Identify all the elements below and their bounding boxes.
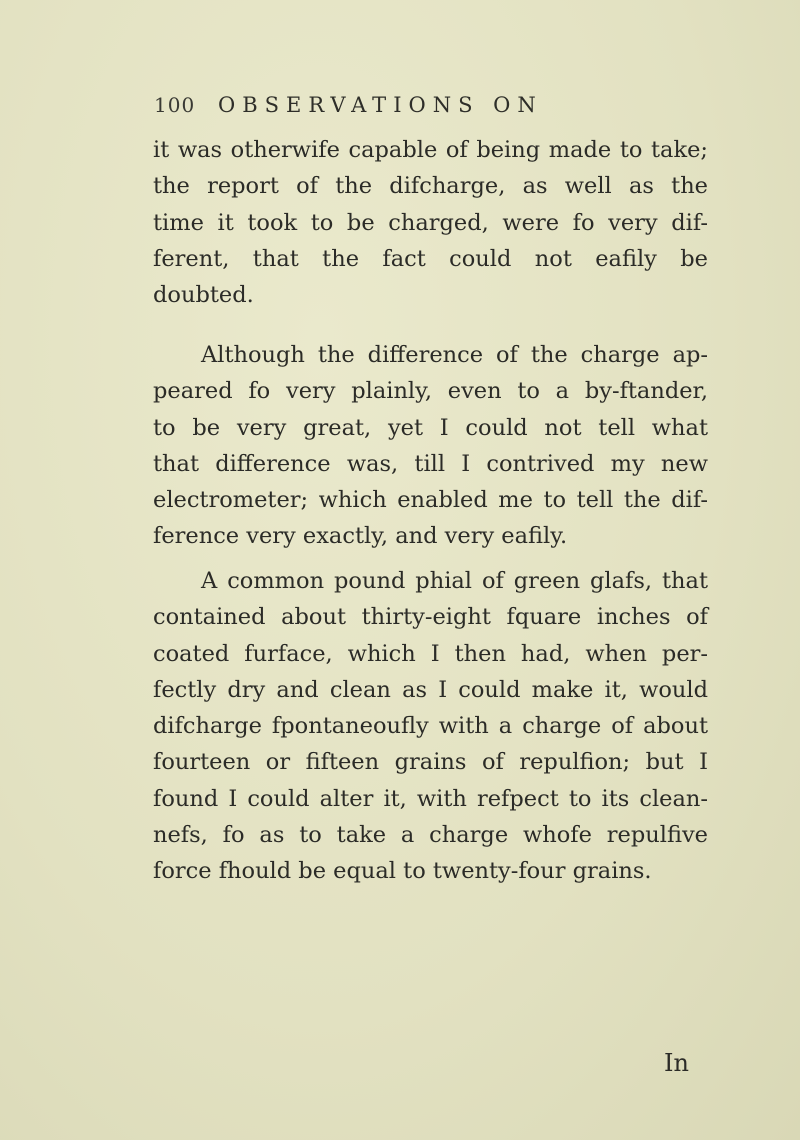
text-line: ference very exactly, and very eafily.	[153, 523, 568, 550]
text-line: peared fo very plainly, even to a by-ftander,	[153, 378, 708, 405]
page-number: 100	[154, 93, 196, 117]
text-line: ferent, that the fact could not eafily be	[153, 245, 708, 272]
text-line: time it took to be charged, were fo very dif-	[153, 209, 708, 236]
paragraph-2	[153, 337, 708, 555]
text-line: nefs, fo as to take a charge whofe repulfive	[153, 822, 708, 849]
text-line: electrometer; which enabled me to tell the dif-	[153, 487, 708, 514]
catchword: In	[664, 1049, 689, 1077]
text-line: fourteen or fifteen grains of repulfion; but I	[153, 749, 708, 776]
text-line: it was otherwife capable of being made to take;	[153, 137, 708, 163]
text-line: A common pound phial of green glafs, that	[201, 568, 708, 594]
text-line: difcharge fpontaneoufly with a charge of about	[153, 713, 708, 740]
text-line: doubted.	[153, 282, 254, 309]
text-line: contained about thirty-eight fquare inches of	[153, 604, 708, 631]
text-line: to be very great, yet I could not tell what	[153, 414, 708, 441]
text-line: force fhould be equal to twenty-four grains.	[153, 858, 652, 885]
paragraph-1	[153, 132, 708, 313]
running-head: OBSERVATIONS ON	[218, 93, 543, 117]
text-line: that difference was, till I contrived my new	[153, 450, 708, 477]
text-line: Although the difference of the charge ap-	[201, 342, 708, 368]
paragraph-3	[153, 563, 708, 890]
text-line: coated furface, which I then had, when per-	[153, 640, 708, 667]
text-line: the report of the difcharge, as well as the	[153, 173, 708, 200]
text-line: found I could alter it, with refpect to its clean-	[153, 785, 708, 812]
page-header	[154, 93, 624, 123]
text-line: fectly dry and clean as I could make it, would	[153, 676, 708, 703]
